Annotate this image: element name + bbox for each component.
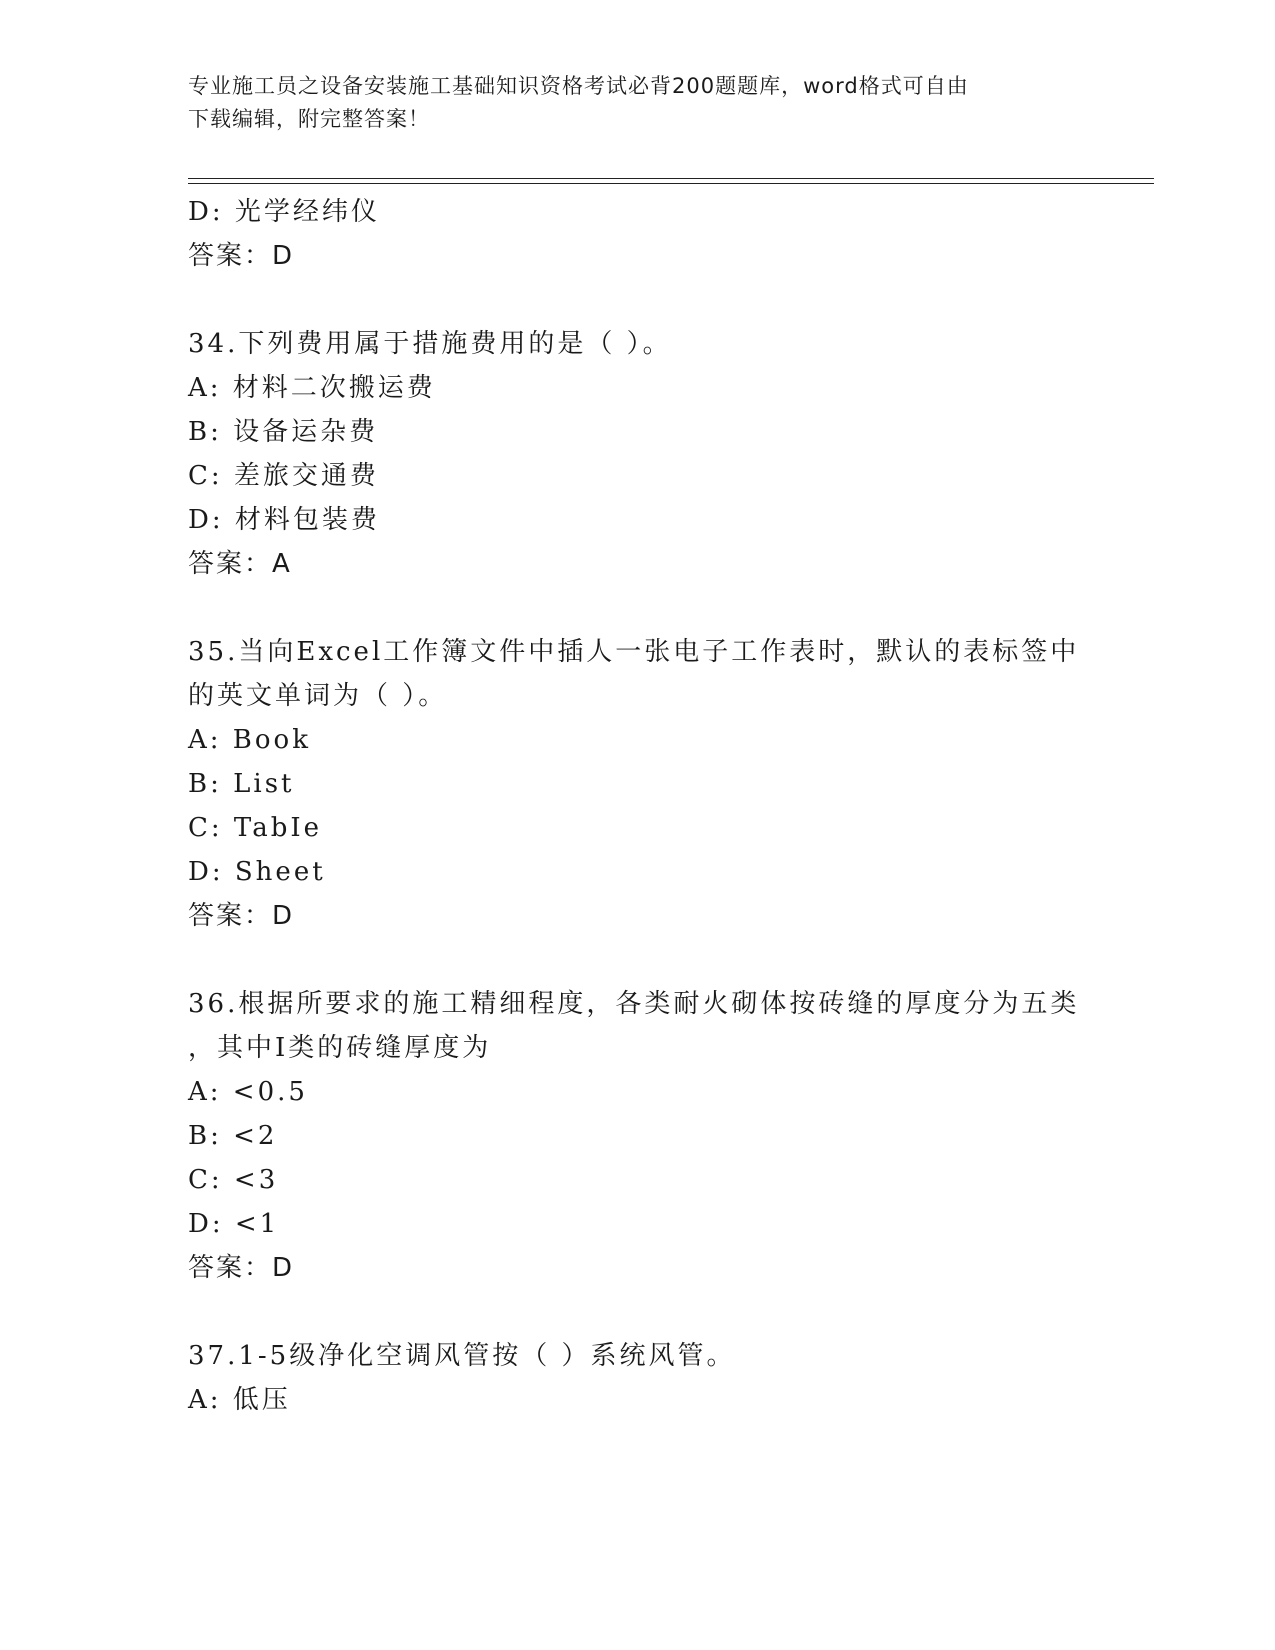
q35-option-a: A: Book — [188, 725, 311, 755]
q36-answer: 答案：D — [188, 1253, 295, 1283]
header-divider-bottom — [188, 183, 1154, 184]
q37-stem: 37.1-5级净化空调风管按（ ）系统风管。 — [188, 1341, 736, 1371]
header-line-1: 专业施工员之设备安装施工基础知识资格考试必背200题题库，word格式可自由 — [188, 74, 969, 98]
q36-option-d: D: <1 — [188, 1209, 280, 1239]
q36-stem-line-1: 36.根据所要求的施工精细程度，各类耐火砌体按砖缝的厚度分为五类 — [188, 989, 1080, 1019]
q34-option-d: D: 材料包装费 — [188, 505, 380, 535]
prev-answer: 答案：D — [188, 241, 295, 271]
q36-stem-line-2: ，其中I类的砖缝厚度为 — [188, 1033, 492, 1063]
prev-option-d: D: 光学经纬仪 — [188, 197, 380, 227]
q35-option-b: B: List — [188, 769, 295, 799]
q35-stem-line-1: 35.当向Excel工作簿文件中插人一张电子工作表时，默认的表标签中 — [188, 637, 1080, 667]
q34-option-c: C: 差旅交通费 — [188, 461, 379, 491]
header-divider-top — [188, 178, 1154, 179]
q36-option-a: A: <0.5 — [188, 1077, 308, 1107]
q36-option-c: C: <3 — [188, 1165, 279, 1195]
q34-stem: 34.下列费用属于措施费用的是（ ）。 — [188, 329, 672, 359]
q35-stem-line-2: 的英文单词为（ ）。 — [188, 681, 448, 711]
q35-option-c: C: TabIe — [188, 813, 323, 843]
q37-option-a: A: 低压 — [188, 1385, 291, 1415]
q34-option-b: B: 设备运杂费 — [188, 417, 379, 447]
q34-answer: 答案：A — [188, 549, 292, 579]
document-header — [188, 70, 1088, 136]
q35-answer: 答案：D — [188, 901, 295, 931]
header-line-2: 下载编辑，附完整答案！ — [188, 107, 430, 131]
q35-option-d: D: Sheet — [188, 857, 326, 887]
q34-option-a: A: 材料二次搬运费 — [188, 373, 436, 403]
q36-option-b: B: <2 — [188, 1121, 278, 1151]
